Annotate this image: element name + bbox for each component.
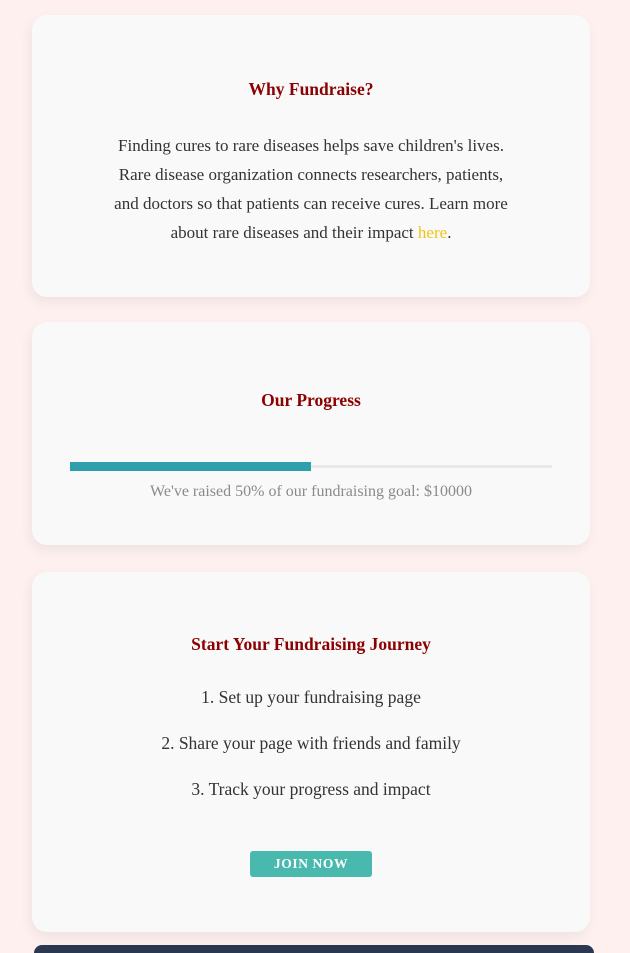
journey-steps — [32, 687, 590, 799]
footer-bar — [34, 945, 594, 953]
learn-more-here-link[interactable]: here — [417, 223, 448, 242]
why-text-line: Rare disease organization connects researchers, patients, — [118, 165, 504, 184]
join-now-button[interactable]: JOIN NOW — [250, 851, 372, 877]
progress-fill — [70, 462, 311, 471]
journey-step-3: 3. Track your progress and impact — [191, 779, 431, 799]
progress-card — [32, 322, 590, 545]
why-fundraise-title: Why Fundraise? — [248, 79, 374, 99]
journey-card — [32, 572, 590, 932]
journey-step-1: 1. Set up your fundraising page — [201, 687, 421, 707]
why-text-line: and doctors so that patients can receive cures. Learn more — [114, 194, 508, 213]
why-text-after-link: . — [447, 223, 452, 242]
why-text-before-link: about rare diseases and their impact — [170, 223, 418, 242]
why-text-line: Finding cures to rare diseases helps save children's lives. — [118, 136, 504, 155]
why-fundraise-text — [32, 131, 590, 247]
journey-title: Start Your Fundraising Journey — [191, 634, 431, 654]
journey-step-2: 2. Share your page with friends and family — [161, 733, 461, 753]
progress-caption: We've raised 50% of our fundraising goal: $10000 — [150, 483, 472, 500]
why-text-line-last — [32, 218, 590, 247]
progress-title: Our Progress — [261, 390, 361, 410]
progress-bar — [70, 462, 552, 471]
why-fundraise-card — [32, 15, 590, 297]
